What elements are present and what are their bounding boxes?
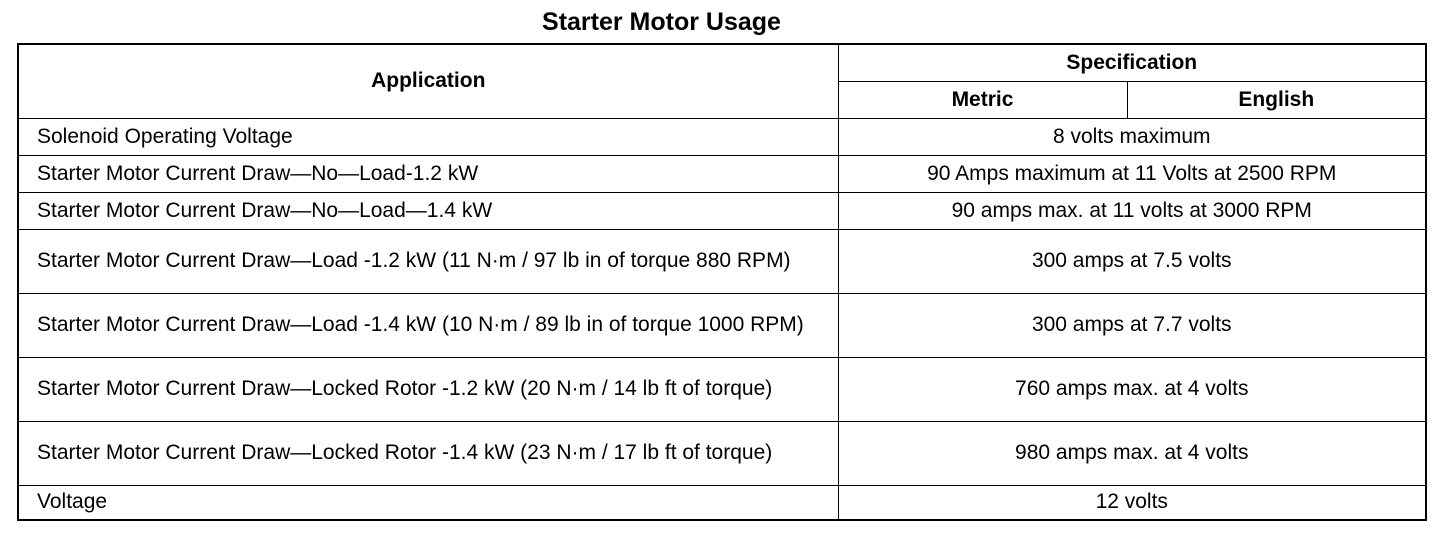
table-row	[18, 155, 1426, 192]
application-cell: Starter Motor Current Draw—No—Load—1.4 kW	[18, 192, 838, 229]
specification-cell: 8 volts maximum	[838, 118, 1426, 155]
table-row	[18, 357, 1426, 421]
specification-cell: 300 amps at 7.7 volts	[838, 293, 1426, 357]
application-cell: Starter Motor Current Draw—Load -1.4 kW (10 N·m / 89 lb in of torque 1000 RPM)	[18, 293, 838, 357]
application-cell: Solenoid Operating Voltage	[18, 118, 838, 155]
specification-cell: 90 Amps maximum at 11 Volts at 2500 RPM	[838, 155, 1426, 192]
application-cell: Starter Motor Current Draw—No—Load-1.2 kW	[18, 155, 838, 192]
table-row	[18, 485, 1426, 520]
page-title: Starter Motor Usage	[542, 8, 781, 36]
application-cell: Starter Motor Current Draw—Locked Rotor -1.4 kW (23 N·m / 17 lb ft of torque)	[18, 421, 838, 485]
application-cell: Starter Motor Current Draw—Load -1.2 kW (11 N·m / 97 lb in of torque 880 RPM)	[18, 229, 838, 293]
table-row	[18, 293, 1426, 357]
specification-cell: 12 volts	[838, 485, 1426, 520]
spec-table	[17, 43, 1427, 521]
table-row	[18, 421, 1426, 485]
specification-cell: 760 amps max. at 4 volts	[838, 357, 1426, 421]
table-row	[18, 229, 1426, 293]
specification-cell: 980 amps max. at 4 volts	[838, 421, 1426, 485]
header-metric: Metric	[838, 81, 1127, 118]
header-application: Application	[18, 44, 838, 118]
header-specification: Specification	[838, 44, 1426, 81]
specification-cell: 90 amps max. at 11 volts at 3000 RPM	[838, 192, 1426, 229]
application-cell: Voltage	[18, 485, 838, 520]
table-row	[18, 192, 1426, 229]
table-row	[18, 118, 1426, 155]
application-cell: Starter Motor Current Draw—Locked Rotor -1.2 kW (20 N·m / 14 lb ft of torque)	[18, 357, 838, 421]
specification-cell: 300 amps at 7.5 volts	[838, 229, 1426, 293]
header-english: English	[1127, 81, 1426, 118]
